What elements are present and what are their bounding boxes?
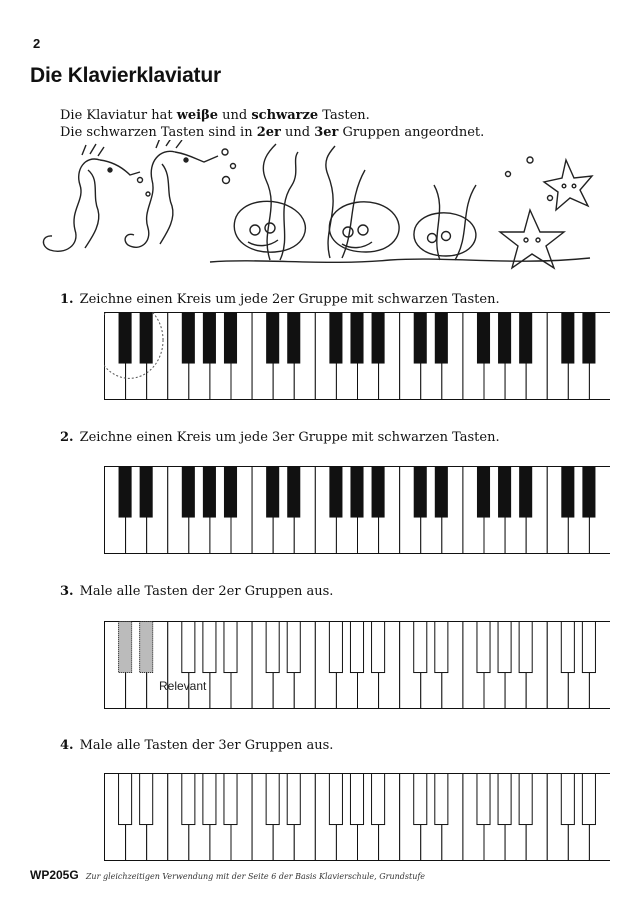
black-key [182,313,195,364]
black-key [519,774,532,825]
intro-text [60,107,484,141]
black-key [414,313,427,364]
black-key [519,467,532,518]
black-key [582,313,595,364]
black-key [287,313,300,364]
black-key [477,622,490,673]
black-key [414,622,427,673]
black-key [203,467,216,518]
page-title: Die Klavierklaviatur [30,64,221,87]
black-key [561,467,574,518]
exercise-2: 2. Zeichne einen Kreis um jede 3er Gruppe mit schwarzen Tasten. [60,430,500,445]
black-key [561,622,574,673]
footer-code: WP205G [30,868,79,882]
starfish-icon [500,210,564,268]
black-key [435,622,448,673]
black-key [414,774,427,825]
black-key [266,774,279,825]
page-number: 2 [33,36,41,51]
exercise-1: 1. Zeichne einen Kreis um jede 2er Gruppe mit schwarzen Tasten. [60,292,500,307]
black-key [435,313,448,364]
black-key [561,313,574,364]
black-key [182,622,195,673]
black-key [350,622,363,673]
black-key [519,622,532,673]
piano-keyboard [104,773,610,861]
piano-keyboard [104,466,610,554]
fish-icon [329,202,399,252]
black-key [266,313,279,364]
black-key [329,774,342,825]
black-key [582,774,595,825]
seabed-line [210,258,590,262]
black-key [182,467,195,518]
black-key [287,467,300,518]
fish-icon [414,213,476,256]
black-key [266,467,279,518]
black-key [498,774,511,825]
piano-keyboard [104,621,610,709]
black-key [119,622,132,673]
seahorse-icon [43,144,140,251]
black-key [224,313,237,364]
exercise-3: 3. Male alle Tasten der 2er Gruppen aus. [60,584,334,599]
black-key [119,774,132,825]
exercise-4: 4. Male alle Tasten der 3er Gruppen aus. [60,738,334,753]
black-key [224,622,237,673]
black-key [498,622,511,673]
black-key [414,467,427,518]
black-key [582,622,595,673]
black-key [203,313,216,364]
black-key [435,467,448,518]
black-key [477,313,490,364]
black-key [372,313,385,364]
starfish-icon [544,160,592,210]
intro-line-2: Die schwarzen Tasten sind in 2er und 3er Gruppen angeordnet. [60,125,485,140]
black-key [561,774,574,825]
footer [30,868,425,882]
black-key [119,313,132,364]
black-key [582,467,595,518]
black-key [266,622,279,673]
black-key [224,774,237,825]
black-key [203,774,216,825]
black-key [329,313,342,364]
black-key [182,774,195,825]
black-key [372,467,385,518]
bubbles-icon [138,149,553,201]
seahorse-icon [125,140,218,247]
black-key [287,774,300,825]
black-key [329,622,342,673]
black-key [372,622,385,673]
keyboard-3 [104,621,610,709]
black-key [350,313,363,364]
black-key [477,774,490,825]
black-key [350,467,363,518]
black-key [329,467,342,518]
keyboard-4 [104,773,610,861]
black-key [287,622,300,673]
black-key [140,313,153,364]
intro-line-1: Die Klaviatur hat weiβe und schwarze Tasten. [60,108,370,123]
black-key [119,467,132,518]
black-key [519,313,532,364]
black-key [140,622,153,673]
black-key [435,774,448,825]
black-key [372,774,385,825]
black-key [140,774,153,825]
fish-icon [234,201,305,252]
piano-keyboard [104,312,610,400]
black-key [203,622,216,673]
footer-note: Zur gleichzeitigen Verwendung mit der Seite 6 der Basis Klavierschule, Grundstufe [85,872,426,881]
keyboard-1 [104,312,610,400]
black-key [477,467,490,518]
black-key [224,467,237,518]
sea-creatures-illustration [30,140,610,280]
black-key [498,467,511,518]
black-key [350,774,363,825]
black-key [498,313,511,364]
relevant-label: Relevant [159,679,207,693]
keyboard-2 [104,466,610,554]
black-key [140,467,153,518]
